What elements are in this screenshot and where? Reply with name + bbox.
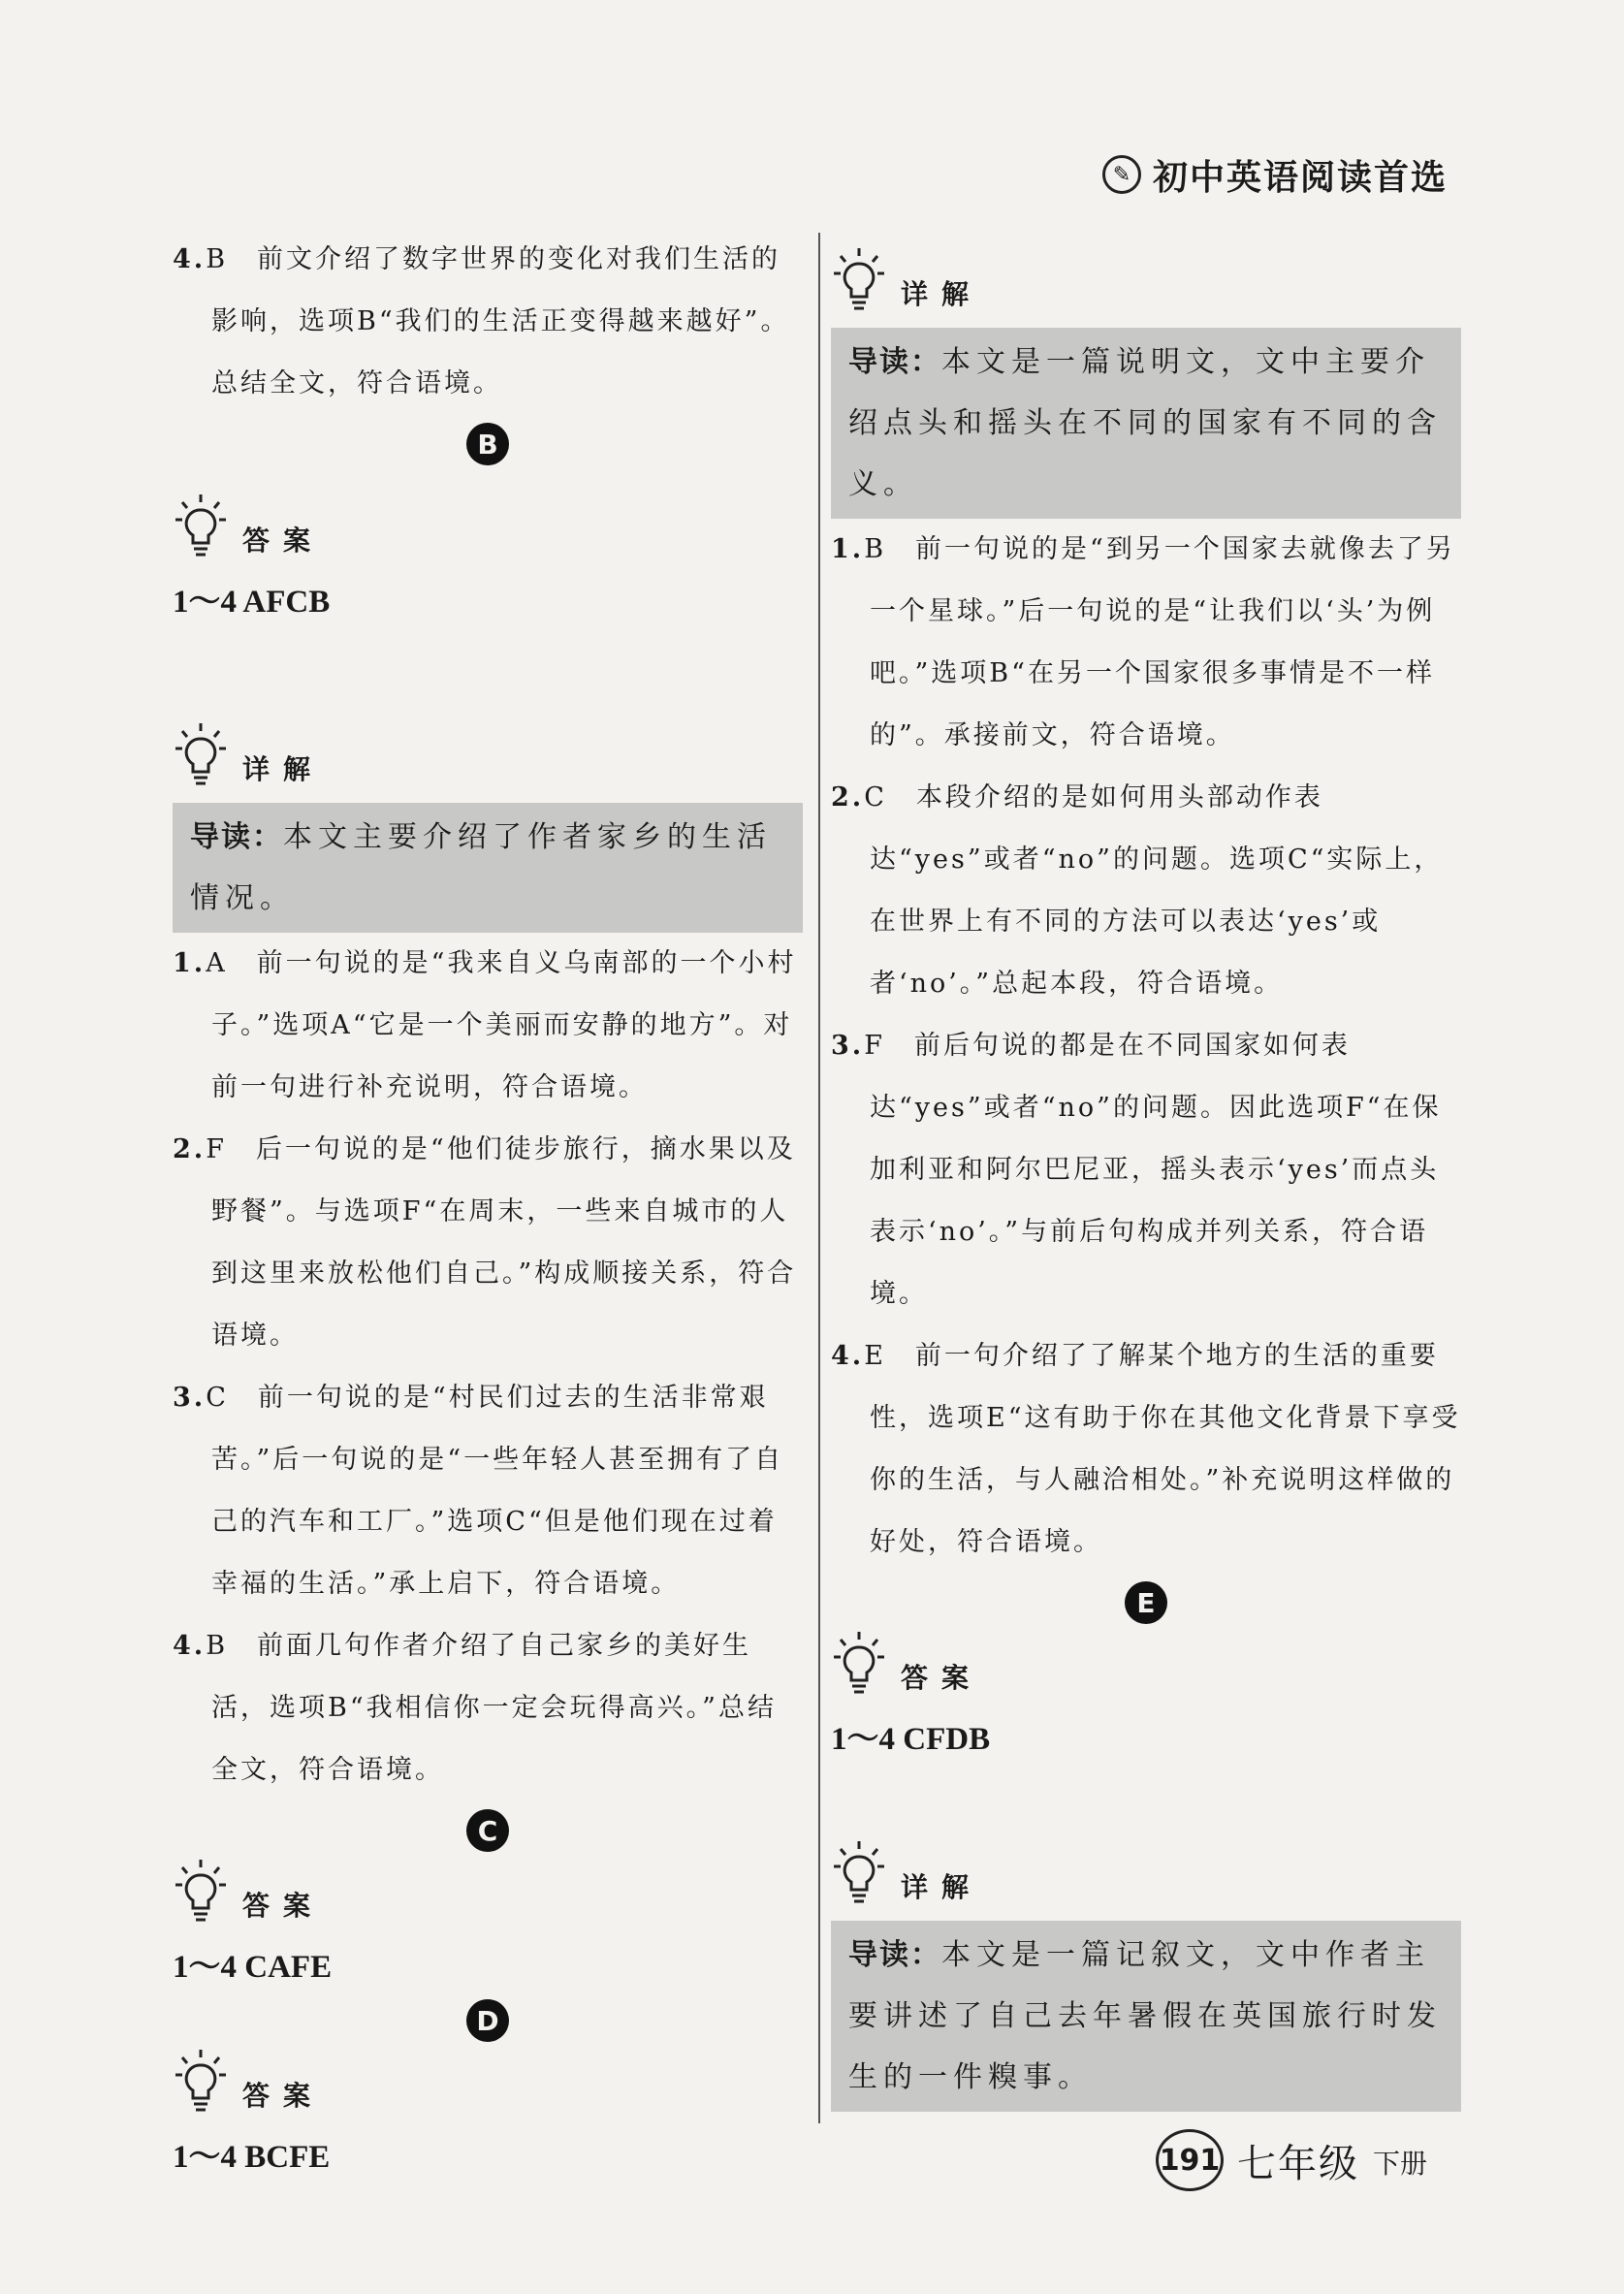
series-title: 初中英语阅读首选 [1152, 157, 1448, 198]
explanation-item: 2.F 后一句说的是“他们徒步旅行，摘水果以及野餐”。与选项F“在周末，一些来自城市的人到这里来放松他们自己。”构成顺接关系，符合语境。 [173, 1134, 797, 1351]
section-marker-e: E [831, 1581, 1461, 1624]
lightbulb-icon [173, 491, 229, 564]
answer-heading: 答案 [173, 1862, 803, 1929]
section-marker-d: D [173, 1999, 803, 2042]
explanation-item: 4.B 前面几句作者介绍了自己家乡的美好生活，选项B“我相信你一定会玩得高兴。”总结全文，符合语境。 [173, 1631, 777, 1785]
answer-heading: 答案 [173, 2052, 803, 2119]
answer-key: 1～4 BCFE [173, 2140, 331, 2175]
explanation-item: 1.B 前一句说的是“到另一个国家去就像去了另一个星球。”后一句说的是“让我们以‘头’为例吧。”选项B“在另一个国家很多事情是不一样的”。承接前文，符合语境。 [831, 534, 1455, 750]
book-logo-icon: ✎ [1102, 155, 1141, 194]
answer-heading: 答案 [173, 475, 803, 564]
grade-label: 七年级 [1237, 2141, 1359, 2186]
lightbulb-icon [173, 1856, 229, 1929]
answer-heading: 答案 [831, 1634, 1461, 1702]
reading-guide-box: 导读：本文主要介绍了作者家乡的生活情况。 [173, 803, 803, 933]
answer-key: 1～4 CFDB [831, 1722, 991, 1757]
lightbulb-icon [831, 1837, 887, 1911]
lightbulb-icon [173, 2046, 229, 2119]
answer-key: 1～4 CAFE [173, 1950, 333, 1985]
explanation-item: 1.A 前一句说的是“我来自义乌南部的一个小村子。”选项A“它是一个美丽而安静的地方”。对前一句进行补充说明，符合语境。 [173, 948, 797, 1102]
lightbulb-icon [831, 1628, 887, 1702]
volume-label: 下册 [1373, 2148, 1428, 2180]
lightbulb-icon [173, 719, 229, 793]
explanation-item: 3.F 前后句说的都是在不同国家如何表达“yes”或者“no”的问题。因此选项F“在保加利亚和阿尔巴尼亚，摇头表示‘yes’而点头表示‘no’。”与前后句构成并列关系，符合语境。 [831, 1031, 1442, 1309]
page-number: 191 [1156, 2129, 1224, 2191]
section-marker-b: B [173, 423, 803, 465]
section-marker-c: C [173, 1809, 803, 1852]
explanation-item: 4.E 前一句介绍了了解某个地方的生活的重要性，选项E“这有助于你在其他文化背景下享受你的生活，与人融洽相处。”补充说明这样做的好处，符合语境。 [831, 1341, 1461, 1557]
page-header [1102, 145, 1448, 204]
explanation-item: 3.C 前一句说的是“村民们过去的生活非常艰苦。”后一句说的是“一些年轻人甚至拥有了自己的汽车和工厂。”选项C“但是他们现在过着幸福的生活。”承上启下，符合语境。 [173, 1383, 784, 1599]
lightbulb-icon [831, 244, 887, 318]
left-column [173, 229, 803, 2182]
column-divider [818, 233, 820, 2123]
answer-key: 1～4 AFCB [173, 585, 331, 620]
reading-guide-box: 导读：本文是一篇记叙文，文中作者主要讲述了自己去年暑假在英国旅行时发生的一件糗事。 [831, 1921, 1461, 2112]
detail-heading: 详解 [831, 229, 1461, 318]
reading-guide-box: 导读：本文是一篇说明文，文中主要介绍点头和摇头在不同的国家有不同的含义。 [831, 328, 1461, 519]
right-column [831, 229, 1461, 2112]
explanation-item: 4.B 前文介绍了数字世界的变化对我们生活的影响，选项B“我们的生活正变得越来越好”。总结全文，符合语境。 [173, 244, 790, 398]
detail-heading: 详解 [173, 704, 803, 793]
page-footer [1156, 2129, 1427, 2191]
detail-heading: 详解 [831, 1822, 1461, 1911]
explanation-item: 2.C 本段介绍的是如何用头部动作表达“yes”或者“no”的问题。选项C“实际上，在世界上有不同的方法可以表达‘yes’或者‘no’。”总起本段，符合语境。 [831, 782, 1444, 999]
